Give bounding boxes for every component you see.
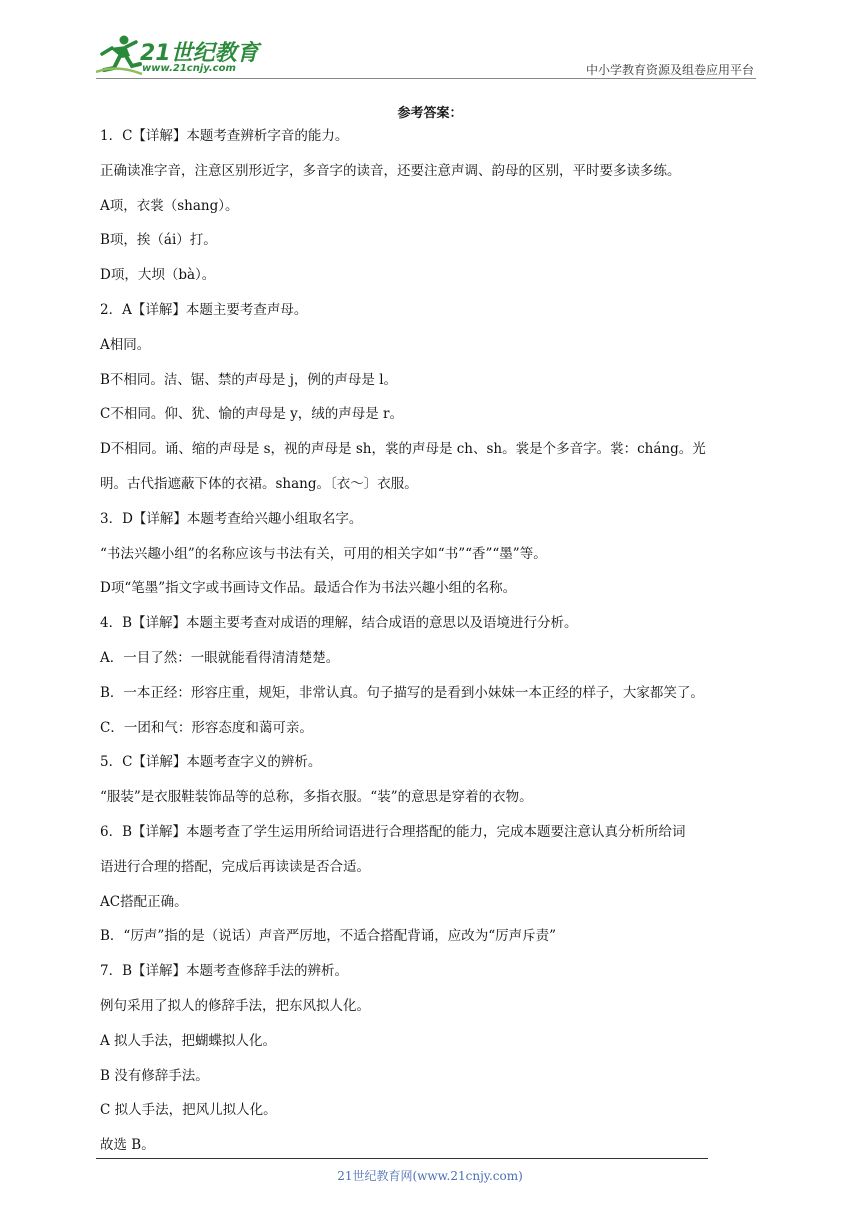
footer-divider bbox=[96, 1158, 708, 1159]
answer-line: B项，挨（ái）打。 bbox=[100, 232, 217, 249]
answer-line: 6．B【详解】本题考查了学生运用所给词语进行合理搭配的能力，完成本题要注意认真分析所给词 bbox=[100, 823, 686, 840]
answer-line: B．“厉声”指的是（说话）声音严厉地，不适合搭配背诵，应改为“厉声斥责” bbox=[100, 928, 557, 945]
answer-line: D项，大坝（bà）。 bbox=[100, 267, 216, 284]
answer-line: “服装”是衣服鞋装饰品等的总称，多指衣服。“装”的意思是穿着的衣物。 bbox=[100, 789, 533, 806]
answer-line: C 拟人手法，把风儿拟人化。 bbox=[100, 1102, 277, 1119]
answer-line: B 没有修辞手法。 bbox=[100, 1067, 209, 1084]
answer-line: 正确读准字音，注意区别形近字，多音字的读音，还要注意声调、韵母的区别，平时要多读多练。 bbox=[100, 162, 681, 179]
logo-url: www.21cnjy.com bbox=[142, 63, 236, 74]
answer-line: A项，衣裳（shang）。 bbox=[100, 197, 239, 214]
answer-content bbox=[100, 126, 768, 1170]
answer-line: 3．D【详解】本题考查给兴趣小组取名字。 bbox=[100, 510, 363, 527]
answer-line: 7．B【详解】本题考查修辞手法的辨析。 bbox=[100, 963, 349, 980]
answer-line: 2．A【详解】本题主要考查声母。 bbox=[100, 301, 308, 318]
platform-name: 中小学教育资源及组卷应用平台 bbox=[585, 63, 754, 77]
answer-line: C不相同。仰、犹、愉的声母是 y，绒的声母是 r。 bbox=[100, 406, 403, 423]
header-divider bbox=[96, 78, 756, 79]
answer-line: “书法兴趣小组”的名称应该与书法有关，可用的相关字如“书”“香”“墨”等。 bbox=[100, 545, 547, 562]
answer-line: 1．C【详解】本题考查辨析字音的能力。 bbox=[100, 128, 349, 144]
answer-line: A 拟人手法，把蝴蝶拟人化。 bbox=[100, 1032, 277, 1049]
answer-line: D项“笔墨”指文字或书画诗文作品。最适合作为书法兴趣小组的名称。 bbox=[100, 580, 517, 597]
answer-line: D不相同。诵、缩的声母是 s，视的声母是 sh，裳的声母是 ch、sh。裳是个多音字。裳：cháng。光 bbox=[100, 441, 706, 458]
answer-line: B．一本正经：形容庄重，规矩，非常认真。句子描写的是看到小妹妹一本正经的样子，大家都笑了。 bbox=[100, 684, 704, 701]
answer-line: AC搭配正确。 bbox=[100, 893, 188, 910]
answer-line: 4．B【详解】本题主要考查对成语的理解，结合成语的意思以及语境进行分析。 bbox=[100, 615, 578, 632]
answer-line: A相同。 bbox=[100, 336, 151, 353]
runner-icon bbox=[96, 34, 142, 76]
page-header bbox=[0, 0, 860, 90]
answer-line: 故选 B。 bbox=[100, 1137, 155, 1154]
answer-line: C．一团和气：形容态度和蔼可亲。 bbox=[100, 719, 313, 736]
site-logo[interactable] bbox=[96, 34, 266, 80]
footer-link[interactable]: 21世纪教育网(www.21cnjy.com) bbox=[337, 1169, 523, 1183]
page-title: 参考答案： bbox=[397, 106, 463, 121]
answer-line: A．一目了然：一眼就能看得清清楚楚。 bbox=[100, 649, 340, 666]
answer-line: B不相同。洁、锯、禁的声母是 j，例的声母是 l。 bbox=[100, 371, 398, 388]
logo-text: 21世纪教育 bbox=[140, 41, 259, 66]
answer-line: 明。古代指遮蔽下体的衣裙。shang。〔衣～〕衣服。 bbox=[100, 475, 418, 492]
answer-line: 5．C【详解】本题考查字义的辨析。 bbox=[100, 754, 322, 771]
answer-line: 语进行合理的搭配，完成后再读读是否合适。 bbox=[100, 858, 370, 875]
answer-line: 例句采用了拟人的修辞手法，把东风拟人化。 bbox=[100, 997, 370, 1014]
